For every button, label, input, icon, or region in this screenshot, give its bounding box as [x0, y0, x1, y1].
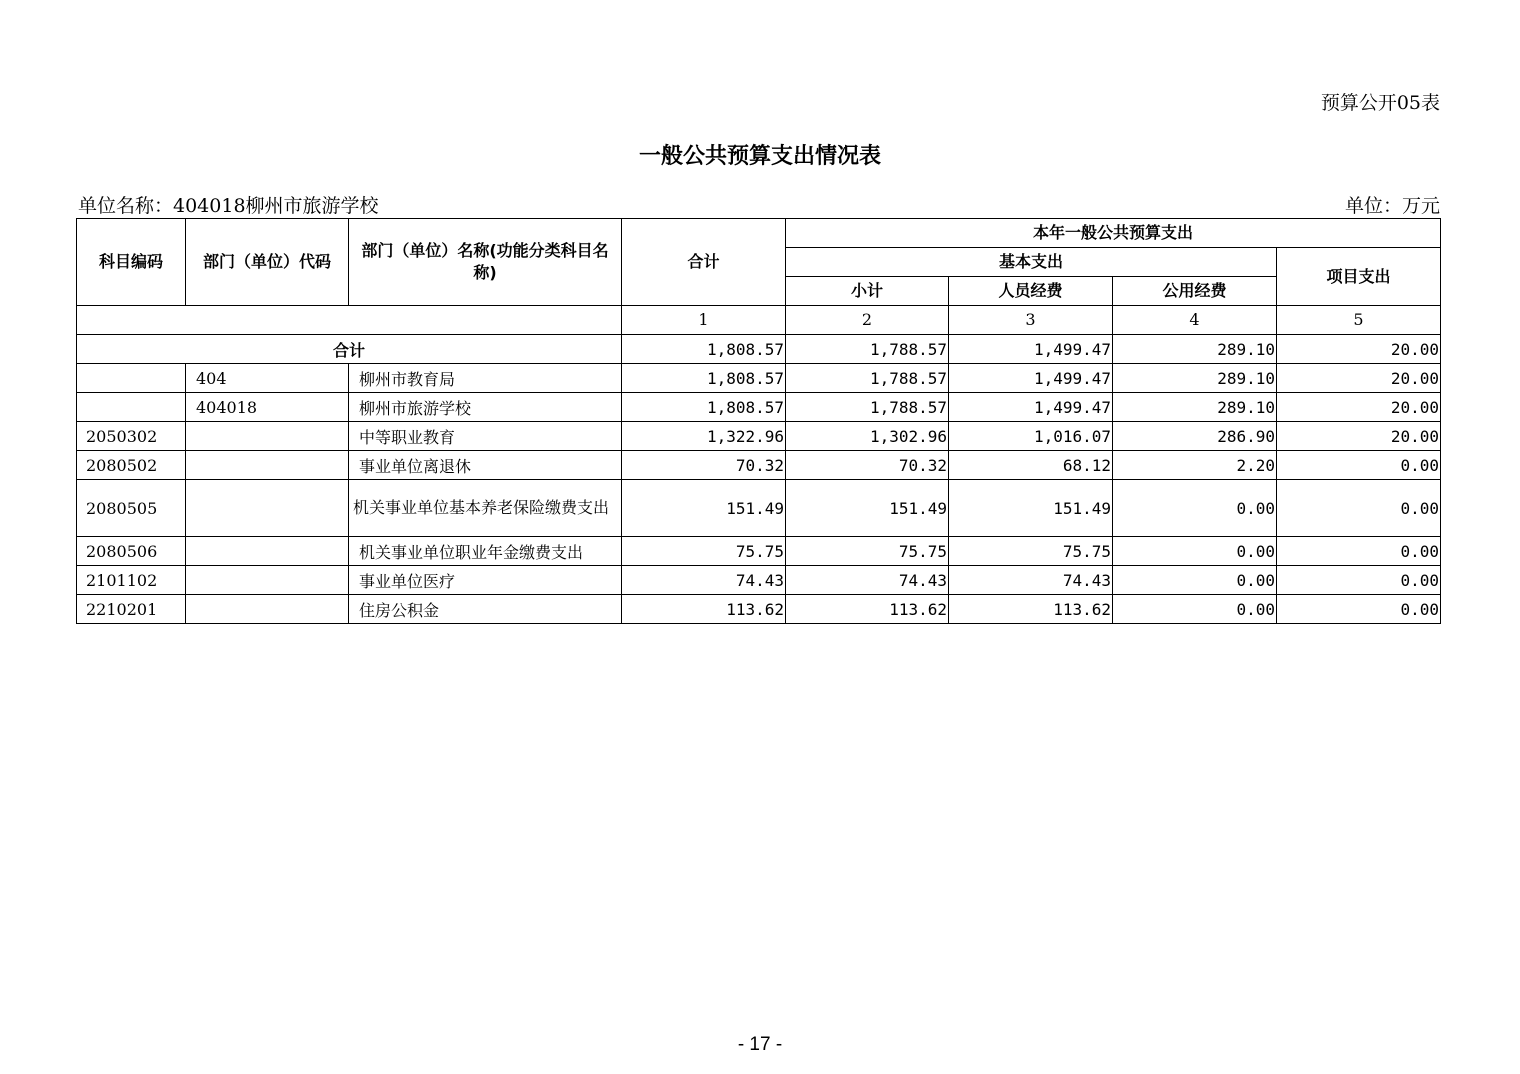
currency-unit: 单位：万元	[1344, 195, 1440, 217]
cell-project: 0.00	[1277, 480, 1441, 537]
cell-dept-name: 中等职业教育	[349, 422, 622, 451]
cell-dept-code: 404018	[186, 393, 349, 422]
cell-subtotal: 75.75	[786, 537, 949, 566]
cell-project: 20.00	[1277, 335, 1441, 364]
header-personnel: 人员经费	[949, 277, 1113, 306]
page-number: - 17 -	[737, 1034, 783, 1055]
cell-dept-name: 事业单位医疗	[349, 566, 622, 595]
cell-personnel: 75.75	[949, 537, 1113, 566]
cell-dept-code: 404	[186, 364, 349, 393]
header-basic: 基本支出	[786, 248, 1277, 277]
cell-total: 74.43	[622, 566, 786, 595]
column-number: 4	[1113, 306, 1277, 335]
cell-subtotal: 1,302.96	[786, 422, 949, 451]
table-row	[77, 595, 1441, 624]
cell-total: 1,808.57	[622, 335, 786, 364]
cell-dept-code	[186, 422, 349, 451]
cell-dept-name: 机关事业单位职业年金缴费支出	[349, 537, 622, 566]
unit-name: 单位名称：404018柳州市旅游学校	[78, 195, 379, 217]
header-current-year: 本年一般公共预算支出	[786, 219, 1441, 248]
cell-project: 0.00	[1277, 451, 1441, 480]
header-total: 合计	[622, 219, 786, 306]
page-title: 一般公共预算支出情况表	[638, 144, 881, 169]
cell-project: 20.00	[1277, 422, 1441, 451]
header-public: 公用经费	[1113, 277, 1277, 306]
cell-public: 289.10	[1113, 364, 1277, 393]
cell-project: 0.00	[1277, 566, 1441, 595]
cell-dept-code	[186, 537, 349, 566]
cell-total: 151.49	[622, 480, 786, 537]
column-number: 5	[1277, 306, 1441, 335]
table-row	[77, 537, 1441, 566]
cell-personnel: 113.62	[949, 595, 1113, 624]
cell-dept-name: 住房公积金	[349, 595, 622, 624]
cell-subject-code: 2050302	[77, 422, 186, 451]
cell-dept-name: 柳州市教育局	[349, 364, 622, 393]
budget-table	[76, 218, 1441, 624]
cell-public: 289.10	[1113, 393, 1277, 422]
form-code: 预算公开05表	[1320, 92, 1440, 114]
cell-public: 0.00	[1113, 537, 1277, 566]
cell-dept-name: 柳州市旅游学校	[349, 393, 622, 422]
column-number: 1	[622, 306, 786, 335]
cell-personnel: 1,499.47	[949, 364, 1113, 393]
cell-total: 113.62	[622, 595, 786, 624]
cell-public: 0.00	[1113, 595, 1277, 624]
header-dept-name: 部门（单位）名称(功能分类科目名称)	[349, 219, 622, 306]
header-project: 项目支出	[1277, 248, 1441, 306]
cell-subject-code	[77, 393, 186, 422]
header-dept-code: 部门（单位）代码	[186, 219, 349, 306]
cell-subject-code: 2080506	[77, 537, 186, 566]
header-subject-code: 科目编码	[77, 219, 186, 306]
cell-dept-name: 机关事业单位基本养老保险缴费支出	[349, 480, 622, 537]
cell-dept-name: 事业单位离退休	[349, 451, 622, 480]
cell-subtotal: 70.32	[786, 451, 949, 480]
cell-total: 70.32	[622, 451, 786, 480]
cell-subtotal: 1,788.57	[786, 335, 949, 364]
cell-subtotal: 1,788.57	[786, 364, 949, 393]
cell-personnel: 68.12	[949, 451, 1113, 480]
cell-total: 75.75	[622, 537, 786, 566]
cell-public: 286.90	[1113, 422, 1277, 451]
header-spacer	[77, 306, 622, 335]
table-row	[77, 480, 1441, 537]
column-number: 2	[786, 306, 949, 335]
cell-public: 0.00	[1113, 566, 1277, 595]
cell-project: 20.00	[1277, 393, 1441, 422]
cell-project: 0.00	[1277, 537, 1441, 566]
cell-personnel: 74.43	[949, 566, 1113, 595]
cell-dept-code	[186, 595, 349, 624]
cell-subject-code: 2080502	[77, 451, 186, 480]
cell-project: 0.00	[1277, 595, 1441, 624]
cell-public: 0.00	[1113, 480, 1277, 537]
cell-public: 289.10	[1113, 335, 1277, 364]
table-row	[77, 364, 1441, 393]
table-row	[77, 451, 1441, 480]
cell-total: 1,808.57	[622, 393, 786, 422]
cell-subject-code	[77, 364, 186, 393]
cell-subject-code: 2080505	[77, 480, 186, 537]
column-number: 3	[949, 306, 1113, 335]
table-row	[77, 422, 1441, 451]
cell-subtotal: 151.49	[786, 480, 949, 537]
table-row	[77, 566, 1441, 595]
cell-public: 2.20	[1113, 451, 1277, 480]
cell-personnel: 1,499.47	[949, 335, 1113, 364]
cell-dept-code	[186, 566, 349, 595]
cell-personnel: 151.49	[949, 480, 1113, 537]
cell-subtotal: 113.62	[786, 595, 949, 624]
cell-personnel: 1,016.07	[949, 422, 1113, 451]
cell-subtotal: 74.43	[786, 566, 949, 595]
cell-project: 20.00	[1277, 364, 1441, 393]
header-subtotal: 小计	[786, 277, 949, 306]
cell-subject-code: 2101102	[77, 566, 186, 595]
cell-dept-code	[186, 480, 349, 537]
cell-dept-code	[186, 451, 349, 480]
cell-total: 1,322.96	[622, 422, 786, 451]
total-label: 合计	[77, 335, 622, 364]
cell-total: 1,808.57	[622, 364, 786, 393]
table-row-total	[77, 335, 1441, 364]
table-row	[77, 393, 1441, 422]
cell-subtotal: 1,788.57	[786, 393, 949, 422]
cell-personnel: 1,499.47	[949, 393, 1113, 422]
cell-subject-code: 2210201	[77, 595, 186, 624]
